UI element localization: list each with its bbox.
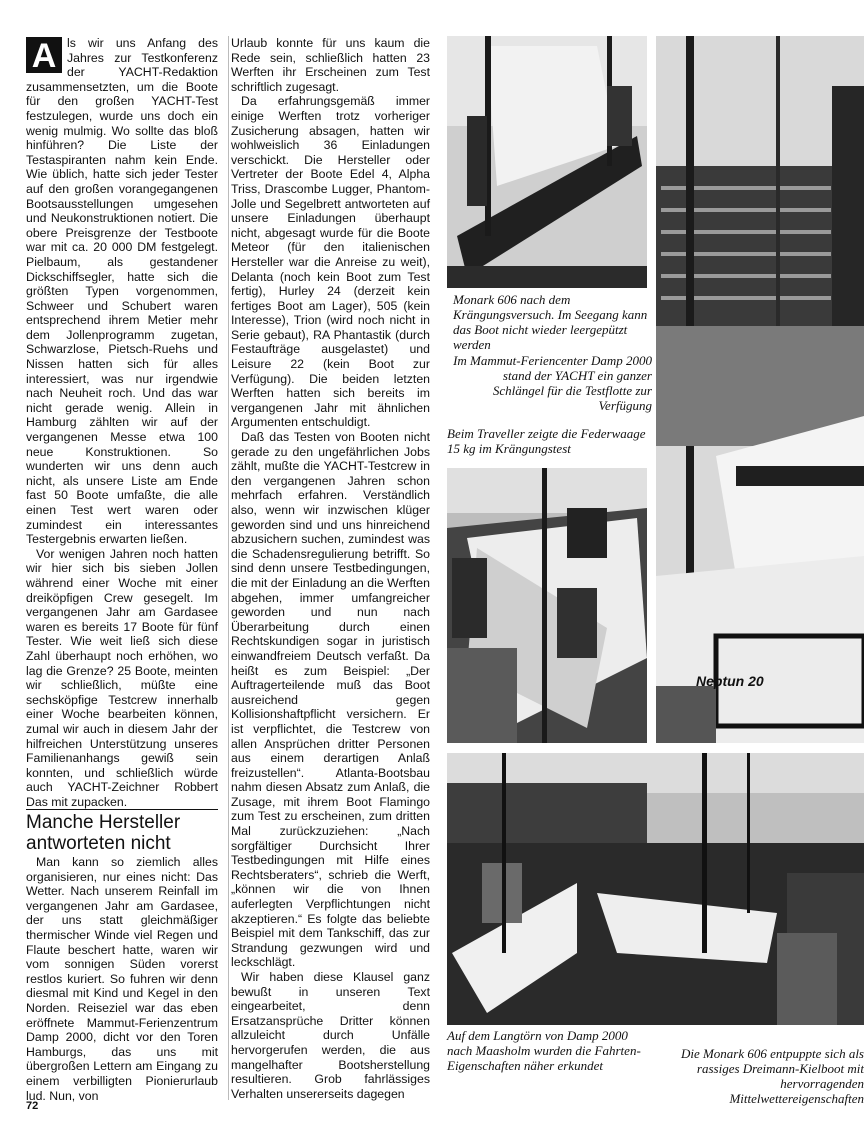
caption-langtoern: Auf dem Langtörn von Damp 2000 nach Maasholm wurden die Fahrten-Eigenschaften näher erkundet [447,1028,641,1073]
article-paragraph [26,36,218,547]
article-column-1-lower [26,855,218,1103]
photo-traveller-test [447,468,647,743]
page-number: 72 [26,1100,39,1112]
caption-mammut: Im Mammut-Feriencenter Damp 2000 stand der YACHT ein ganzer Schlängel für die Testflotte zur Verfügung [453,353,652,413]
article-paragraph: Man kann so ziemlich alles organisieren, nur eines nicht: Das Wetter. Nach unserem Reinfall im vergangenen Jahr am Gardasee, der uns statt gleichmäßiger thermischer Winde viel Regen und Flaute beschert hatte, waren wir vom sonnigen Süden vorerst restlos kuriert. So fuhren wir denn diesmal mit Kind und Kegel in den Norden. Reiseziel war das eben eröffnete Mammut-Ferienzentrum Damp 2000, dicht vor den Toren Hamburgs, das uns mit übergroßen Lettern am Eingang zu einem verbilligten Pionierurlaub lud. Nun, von [26,855,218,1103]
article-paragraph: Vor wenigen Jahren noch hatten wir hier sich bis sieben Jollen während einer Woche mit einer dreiköpfigen Crew gesegelt. Im vergangenen Jahr am Gardasee waren es bereits 17 Boote für fünf Tester. Wie weit ließ sich diese Zahl überhaupt noch erhöhen, wo lag die Grenze? 25 Boote, meinten wir schließlich, müßte eine sechsköpfige Testcrew innerhalb einer Woche bearbeiten können, zumal wir auch in diesem Jahr der hilfreichen Unterstützung unseres Familienanhangs gewiß sein konnten, und schließlich würde auch YACHT-Zeichner Robbert Das mit zupacken. [26,546,218,809]
caption-dreimann: Die Monark 606 entpuppte sich als rassiges Dreimann-Kielboot mit hervorragenden Mittelwettereigenschaften [680,1046,864,1106]
hull-name-text: Neptun 20 [696,673,764,689]
section-heading: Manche Hersteller antworteten nicht [26,812,181,854]
column-divider [228,36,229,1100]
paragraph-text: ls wir uns Anfang des Jahres zur Testkonferenz der YACHT-Redaktion zusammensetzten, um die Boote für den großen YACHT-Test festzulegen, wurde uns doch ein wenig mulmig. Wo sollte das bloß hinführen? Die Liste der Testaspiranten nahm kein Ende. Wie üblich, hatte sich jeder Tester auf den großen vorangegangenen Bootsausstellungen umgesehen und Neukonstruktionen notiert. Die obere Preisgrenze der Testboote war mit ca. 20 000 DM festgelegt. Pielbaum, als gestandener Dickschiffsegler, hatte sich die größten Typen vorgenommen, Schweer und Schubert waren entsprechend ihrem Metier mehr dem Jollenprogramm zugetan, Schwarzlose, Pietsch-Ruehs und Nissen hatten sich für alles interessiert, was nur irgendwie nach Neuheit roch. Und das war nicht gerade wenig. Allein in Hamburg zählten wir auf der vergangenen Messe etwa 100 neue Konstruktionen. So wunderten wir uns denn auch nicht, als unsere Liste am Ende fast 50 Boote umfaßte, die alle einen Test wert waren oder zumindest ein interessantes Testergebnis erwarten ließen. [26,36,218,547]
article-paragraph: Daß das Testen von Booten nicht gerade zu den ungefährlichen Jobs zählt, mußte die YACHT-Testcrew in den vergangenen Jahren schon mehrfach erfahren. Verständlich also, wenn wir inzwischen klüger geworden sind und uns hinreichend abzusichern suchen, zumindest was die Schadensregulierung betrifft. So sind denn unsere Testbedingungen, die mit der Einladung an die Werften abgehen, immer umfangreicher geworden und nun nach Überarbeitung durch einen Rechtskundigen sogar in juristisch einwandfreiem Deutsch verfaßt. Da heißt es zum Beispiel: „Der Auftragerteilende muß das Boot ausreichend gegen Kollisionshaftpflicht versichern. Er ist verpflichtet, die Testcrew von allen Ansprüchen dritter Personen aus einem derartigen Anlaß freizustellen“. Atlanta-Bootsbau nahm diesen Absatz zum Anlaß, die Zusage, mit ihrem Boot Flamingo zum Test zu erscheinen, zum dritten Mal zurückzuziehen: „Nach sorgfältiger Durchsicht Ihrer Testbedingungen mit Hilfe eines Rechtsberaters“, schrieb die Werft, „können wir die von Ihnen auferlegten Verpflichtungen nicht akzeptieren.“ Es folgte das beliebte Beispiel mit dem Tankschiff, das zur Strandung gezwungen wird und leckschlägt. [231,430,430,970]
photo-monark-heeling [447,36,647,288]
article-paragraph: Wir haben diese Klausel ganz bewußt in unseren Text eingearbeitet, denn Ersatzansprüche Dritter können allzuleicht durch Unfälle hervorgerufen werden, die aus mangelhafter Bootsherstellung resultieren. Grob fahrlässiges Verhalten unsererseits dagegen [231,970,430,1101]
caption-monark-kraengung: Monark 606 nach dem Krängungsversuch. Im Seegang kann das Boot nicht wieder leergepützt werden [453,292,648,352]
photo-marina-hotel [656,36,864,743]
caption-traveller: Beim Traveller zeigte die Federwaage 15 kg im Krängungstest [447,426,646,456]
drop-cap: A [26,37,62,73]
photo-harbour-maasholm [447,753,864,1025]
article-paragraph: Da erfahrungsgemäß immer einige Werften trotz vorheriger Zusicherung absagen, hatten wir wohlweislich 36 Einladungen verschickt. Die Hersteller oder Vertreter der Boote Edel 4, Alpha Triss, Drascombe Lugger, Phantom-Jolle und Segelbrett antworteten auf unsere Einladungen überhaupt nicht, abgesagt wurde für die Boote Meteor (für den italienischen Hersteller war die Anreise zu weit), Delanta (noch kein Boot zum Test fertig), Hurley 24 (derzeit kein fertiges Boot am Lager), 505 (kein Interesse), Trion (wird noch nicht in Serie gebaut), RA Phantastik (durch Festaufträge ausgelastet) und Leisure 22 (kein Boot zur Verfügung). Die beiden letzten Werften hatten sich bereits im vergangenen Jahr mit ähnlichen Argumenten entschuldigt. [231,94,430,430]
article-column-2 [231,36,430,1100]
article-paragraph: Urlaub konnte für uns kaum die Rede sein, schließlich hatten 23 Werften ihr Erscheinen zum Test schriftlich zugesagt. [231,36,430,94]
article-column-1 [26,36,218,807]
heading-rule [26,809,218,810]
